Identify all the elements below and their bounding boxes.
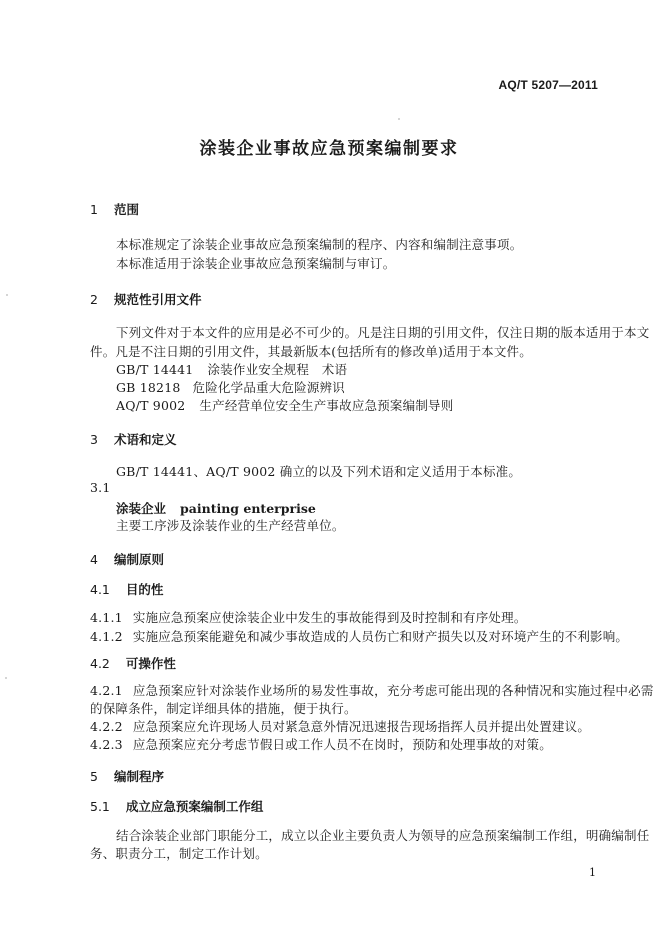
- clause-text: 应急预案应针对涂装作业场所的易发性事故，充分考虑可能出现的各种情况和实施过程中必需: [132, 683, 654, 698]
- section-number: 3: [90, 432, 98, 447]
- reference-item: [116, 378, 345, 396]
- clause-text: 实施应急预案应使涂装企业中发生的事故能得到及时控制和有序处理。: [132, 610, 527, 625]
- section-number: 5: [90, 769, 98, 784]
- paragraph: 本标准适用于涂装企业事故应急预案编制与审订。: [116, 256, 396, 271]
- reference-code: GB 18218: [116, 380, 181, 395]
- term-english: painting enterprise: [180, 501, 316, 516]
- section-1-heading: [90, 200, 139, 218]
- subsection-4-2-heading: [90, 654, 176, 672]
- clause-number: 4.2.2: [90, 719, 123, 734]
- clause: [90, 608, 527, 626]
- section-number: 1: [90, 202, 98, 217]
- reference-title: 涂装作业安全规程 术语: [207, 362, 348, 377]
- section-5-heading: [90, 767, 164, 785]
- reference-title: 生产经营单位安全生产事故应急预案编制导则: [199, 398, 454, 413]
- paragraph: GB/T 14441、AQ/T 9002 确立的以及下列术语和定义适用于本标准。: [116, 464, 522, 479]
- section-number: 2: [90, 292, 98, 307]
- subsection-5-1-heading: [90, 797, 263, 815]
- subsection-number: 4.2: [90, 656, 110, 671]
- paragraph: 件。凡是不注日期的引用文件，其最新版本(包括所有的修改单)适用于本文件。: [90, 344, 532, 359]
- clause-number: 4.2.3: [90, 737, 123, 752]
- clause-continuation: 的保障条件，制定详细具体的措施，便于执行。: [90, 701, 357, 716]
- section-3-heading: [90, 430, 177, 448]
- clause-text: 实施应急预案能避免和减少事故造成的人员伤亡和财产损失以及对环境产生的不利影响。: [132, 629, 629, 644]
- section-number: 4: [90, 552, 98, 567]
- scan-speck: [398, 118, 400, 120]
- section-title: 编制原则: [114, 552, 165, 567]
- scan-speck: [6, 294, 8, 296]
- clause-number: 4.1.2: [90, 629, 123, 644]
- section-title: 编制程序: [114, 769, 165, 784]
- document-title: 涂装企业事故应急预案编制要求: [199, 139, 459, 159]
- clause-text: 应急预案应允许现场人员对紧急意外情况迅速报告现场指挥人员并提出处置建议。: [132, 719, 591, 734]
- paragraph: 结合涂装企业部门职能分工，成立以企业主要负责人为领导的应急预案编制工作组，明确编制任: [116, 828, 650, 843]
- clause-text: 应急预案应充分考虑节假日或工作人员不在岗时，预防和处理事故的对策。: [132, 737, 552, 752]
- section-2-heading: [90, 290, 202, 308]
- subsection-number: 3.1: [90, 480, 111, 495]
- paragraph: 本标准规定了涂装企业事故应急预案编制的程序、内容和编制注意事项。: [116, 237, 523, 252]
- clause: [90, 681, 654, 699]
- subsection-number: 4.1: [90, 582, 110, 597]
- clause-number: 4.1.1: [90, 610, 123, 625]
- term-definition: 主要工序涉及涂装作业的生产经营单位。: [116, 518, 345, 533]
- reference-code: GB/T 14441: [116, 362, 194, 377]
- subsection-number: 5.1: [90, 799, 110, 814]
- reference-title: 危险化学品重大危险源辨识: [192, 380, 345, 395]
- paragraph: 务、职责分工，制定工作计划。: [90, 846, 268, 861]
- clause-number: 4.2.1: [90, 683, 123, 698]
- scan-speck: [5, 677, 7, 679]
- section-4-heading: [90, 550, 164, 568]
- subsection-title: 可操作性: [125, 656, 176, 671]
- section-title: 规范性引用文件: [114, 292, 202, 307]
- reference-code: AQ/T 9002: [116, 398, 186, 413]
- term-entry: [116, 498, 316, 517]
- subsection-4-1-heading: [90, 580, 163, 598]
- subsection-title: 目的性: [125, 582, 164, 597]
- clause: [90, 717, 590, 735]
- term-chinese: 涂装企业: [116, 501, 167, 516]
- section-title: 范围: [114, 202, 140, 217]
- section-title: 术语和定义: [114, 432, 177, 447]
- paragraph: 下列文件对于本文件的应用是必不可少的。凡是注日期的引用文件，仅注日期的版本适用于本文: [116, 325, 650, 340]
- page-number: 1: [589, 866, 596, 879]
- clause: [90, 735, 552, 753]
- reference-item: [116, 396, 453, 414]
- reference-item: [116, 360, 347, 378]
- subsection-title: 成立应急预案编制工作组: [125, 799, 264, 814]
- clause: [90, 627, 628, 645]
- standard-number: AQ/T 5207—2011: [498, 78, 598, 92]
